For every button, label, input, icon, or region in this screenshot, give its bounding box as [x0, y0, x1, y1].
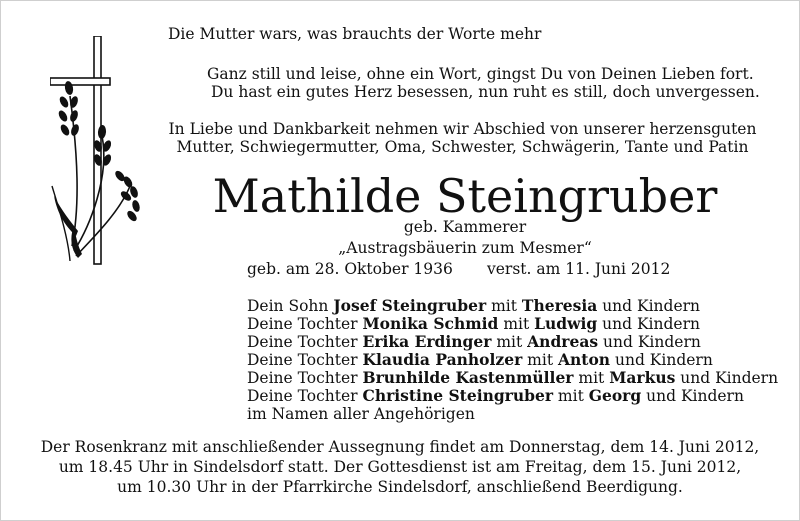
intro-line-1: In Liebe und Dankbarkeit nehmen wir Abschied von unserer herzensguten: [168, 120, 757, 138]
mourner-line: Deine Tochter Monika Schmid mit Ludwig und Kindern: [247, 314, 700, 333]
service-line-1: Der Rosenkranz mit anschließender Aussegnung findet am Donnerstag, dem 14. Juni 2012,: [40, 438, 760, 456]
deceased-name: Mathilde Steingruber: [212, 169, 718, 223]
mourner-line: Dein Sohn Josef Steingruber mit Theresia und Kindern: [247, 296, 701, 315]
poem-line-3: Du hast ein gutes Herz besessen, nun ruht es still, doch unvergessen.: [211, 83, 760, 101]
mourner-line: Deine Tochter Christine Steingruber mit Georg und Kindern: [247, 386, 744, 405]
intro-line-2: Mutter, Schwiegermutter, Oma, Schwester, Schwägerin, Tante und Patin: [176, 138, 749, 156]
mourner-line: Deine Tochter Klaudia Panholzer mit Anton und Kindern: [247, 350, 713, 369]
service-line-2: um 18.45 Uhr in Sindelsdorf statt. Der Gottesdienst ist am Freitag, dem 15. Juni 2012,: [58, 458, 742, 476]
cross-with-wheat-icon: [50, 36, 160, 266]
mourners-list: [247, 297, 778, 423]
service-line-3: um 10.30 Uhr in der Pfarrkirche Sindelsdorf, anschließend Beerdigung.: [117, 478, 683, 496]
nickname: „Austragsbäuerin zum Mesmer“: [338, 239, 592, 257]
mourner-line: Deine Tochter Erika Erdinger mit Andreas und Kindern: [247, 332, 701, 351]
relatives-line: im Namen aller Angehörigen: [247, 405, 475, 423]
poem-line-1: Die Mutter wars, was brauchts der Worte mehr: [168, 25, 542, 43]
poem-line-2: Ganz still und leise, ohne ein Wort, gingst Du von Deinen Lieben fort.: [207, 65, 754, 83]
death-date: verst. am 11. Juni 2012: [487, 260, 671, 278]
birth-date: geb. am 28. Oktober 1936: [247, 260, 453, 278]
mourner-line: Deine Tochter Brunhilde Kastenmüller mit Markus und Kindern: [247, 368, 779, 387]
maiden-name: geb. Kammerer: [403, 218, 527, 236]
